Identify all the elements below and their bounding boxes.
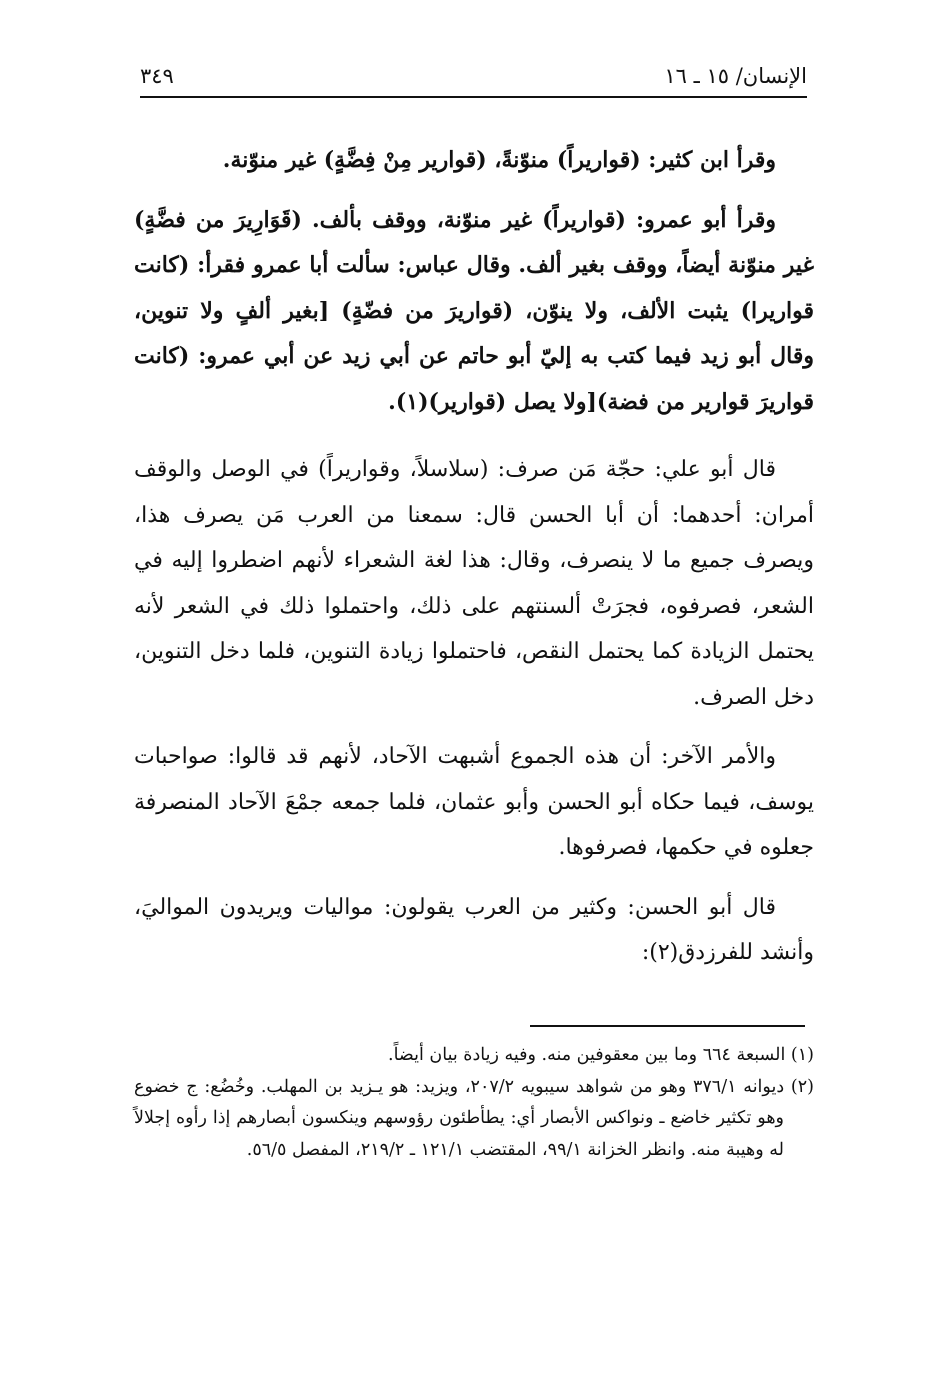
footnote-1: (١) السبعة ٦٦٤ وما بين معقوفين منه. وفيه زيادة بيان أيضاً. <box>388 1045 814 1065</box>
paragraph-second-reason: والأمر الآخر: أن هذه الجموع أشبهت الآحاد، لأنهم قد قالوا: صواحبات يوسف، فيما حكاه أبو الحسن وأبو عثمان، فلما جمعه جمْعَ الآحاد المنصرفة جعلوه في حكمها، فصرفوها. <box>134 744 814 860</box>
page-header <box>140 48 807 88</box>
paragraph-ibn-kathir-reading: وقرأ ابن كثير: (قواريراً) منوّنةً، (قوارير مِنْ فِضَّةٍ) غير منوّنة. <box>222 147 776 173</box>
paragraph-abu-al-hasan: قال أبو الحسن: وكثير من العرب يقولون: مواليات ويريدون المواليَ، وأنشد للفرزدق(٢): <box>134 894 814 965</box>
main-text <box>134 138 814 976</box>
paragraph-abu-ali-argument: قال أبو علي: حجّة مَن صرف: (سلاسلاً، وقواريراً) في الوصل والوقف أمران: أحدهما: أن أبا الحسن قال: سمعنا من العرب مَن يصرف هذا، ويصرف جميع ما لا ينصرف، وقال: هذا لغة الشعراء لأنهم اضطروا إليه في الشعر، فصرفوه، فجرَتْ ألسنتهم على ذلك، واحتملوا ذلك في الشعر لأنه يحتمل الزيادة كما يحتمل النقص، فاحتملوا زيادة التنوين، فلما دخل التنوين، دخل الصرف. <box>134 457 814 710</box>
paragraph-abu-amr-reading: وقرأ أبو عمرو: (قواريراً) غير منوّنة، ووقف بألف. (قَوَارِيرَ من فضَّةٍ) غير منوّنة أيضاً، ووقف بغير ألف. وقال عباس: سألت أبا عمرو فقرأ: (كانت قواريرا) يثبت الألف، ولا ينوّن، (قواريرَ من فضّةٍ) [بغير ألفٍ ولا تنوين، وقال أبو زيد فيما كتب به إليّ أبو حاتم عن أبي زيد عن أبي عمرو: (كانت قواريرَ قوارير من فضة)[ولا يصل (قوارير)(١). <box>134 206 814 415</box>
footnote-2: (٢) ديوانه ٣٧٦/١ وهو من شواهد سيبويه ٢٠٧/٢، ويزيد: هو يـزيد بن المهلب. وخُضُع: ج خضوع وهو تكثير خاضع ـ ونواكس الأبصار أي: يطأطئون رؤوسهم وينكسون أبصارهم إذا رأوه إجلالاً له وهيبة منه. وانظر الخزانة ٩٩/١، المقتضب ١٢١/١ ـ ٢١٩/٢، المفصل ٥٦/٥. <box>134 1076 814 1160</box>
header-divider <box>140 96 807 98</box>
page-number: ٣٤٩ <box>140 64 174 88</box>
footnotes <box>134 1040 814 1166</box>
footnote-divider <box>530 1025 805 1027</box>
chapter-title: الإنسان/ ١٥ ـ ١٦ <box>664 64 807 88</box>
